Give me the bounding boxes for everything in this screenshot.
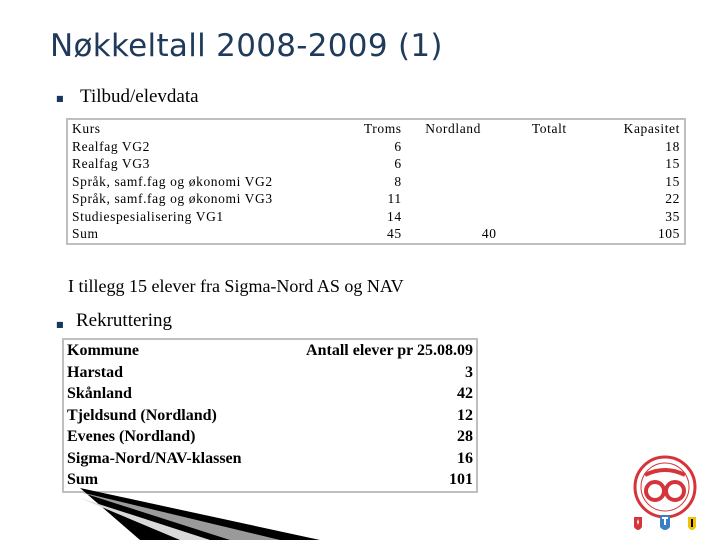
cell-nordland: 40 (481, 226, 497, 242)
bullet-tilbud: Tilbud/elevdata (80, 86, 199, 107)
cell-kapasitet: 22 (665, 191, 680, 207)
cell-troms: 11 (387, 191, 402, 207)
header-troms: Troms (363, 121, 402, 137)
cell-nordland (406, 138, 501, 156)
table-header-row (63, 339, 477, 362)
table-header-row (67, 119, 685, 138)
school-logo-icon (620, 455, 710, 535)
cell-troms: 8 (394, 173, 402, 189)
cell-kurs: Studiespesialisering VG1 (72, 208, 224, 224)
table-row (63, 383, 477, 405)
cell-nordland (406, 173, 501, 191)
cell-antall: 28 (457, 428, 473, 446)
cell-nordland (406, 155, 501, 173)
cell-kurs: Språk, samf.fag og økonomi VG3 (72, 191, 273, 207)
cell-totalt (501, 190, 599, 208)
cell-kapasitet: 35 (665, 208, 680, 224)
table-row (63, 362, 477, 384)
cell-antall: 3 (465, 363, 473, 381)
table-row (63, 426, 477, 448)
cell-antall: 16 (457, 449, 473, 467)
rekruttering-table (62, 338, 478, 493)
cell-kommune: Skånland (67, 385, 132, 403)
table-row-sum (67, 225, 685, 244)
cell-kommune: Harstad (67, 363, 123, 381)
cell-troms: 6 (394, 156, 402, 172)
cell-kapasitet: 15 (665, 156, 680, 172)
header-kurs: Kurs (72, 121, 101, 137)
cell-totalt (501, 155, 599, 173)
cell-kommune: Sum (67, 471, 99, 489)
cell-kapasitet: 18 (665, 138, 680, 154)
cell-troms: 6 (394, 138, 402, 154)
cell-kapasitet: 15 (665, 173, 680, 189)
cell-kurs: Språk, samf.fag og økonomi VG2 (72, 173, 273, 189)
cell-kommune: Tjeldsund (Nordland) (67, 406, 217, 424)
bullet-icon: ■ (56, 320, 64, 329)
cell-kommune: Evenes (Nordland) (67, 428, 196, 446)
table-row (63, 448, 477, 470)
decorative-swoosh (80, 488, 320, 540)
bullet-rekruttering: Rekruttering (76, 310, 173, 331)
header-kommune: Kommune (67, 342, 139, 360)
cell-troms: 45 (386, 226, 402, 242)
header-antall: Antall elever pr 25.08.09 (306, 342, 473, 360)
cell-kurs: Realfag VG3 (72, 156, 150, 172)
cell-totalt (501, 208, 599, 226)
table-row (67, 155, 685, 173)
header-kapasitet: Kapasitet (623, 121, 680, 137)
cell-antall: 12 (457, 406, 473, 424)
cell-totalt (501, 173, 599, 191)
table-row (67, 173, 685, 191)
cell-totalt (501, 225, 599, 244)
elevdata-table (66, 118, 686, 245)
table-row (67, 208, 685, 226)
cell-troms: 14 (386, 208, 402, 224)
cell-nordland (406, 208, 501, 226)
header-totalt: Totalt (531, 121, 567, 137)
cell-antall: 42 (457, 385, 473, 403)
cell-totalt (501, 138, 599, 156)
cell-antall: 101 (449, 471, 473, 489)
cell-kommune: Sigma-Nord/NAV-klassen (67, 449, 242, 467)
cell-kurs: Realfag VG2 (72, 138, 150, 154)
cell-kapasitet: 105 (657, 226, 680, 242)
note-text: I tillegg 15 elever fra Sigma-Nord AS og NAV (68, 276, 404, 296)
header-nordland: Nordland (425, 121, 482, 137)
table-row (67, 138, 685, 156)
slide-title: Nøkkeltall 2008-2009 (1) (50, 28, 443, 64)
cell-kurs: Sum (72, 226, 99, 242)
table-row (63, 405, 477, 427)
bullet-icon: ■ (56, 94, 64, 103)
cell-nordland (406, 190, 501, 208)
table-row (67, 190, 685, 208)
